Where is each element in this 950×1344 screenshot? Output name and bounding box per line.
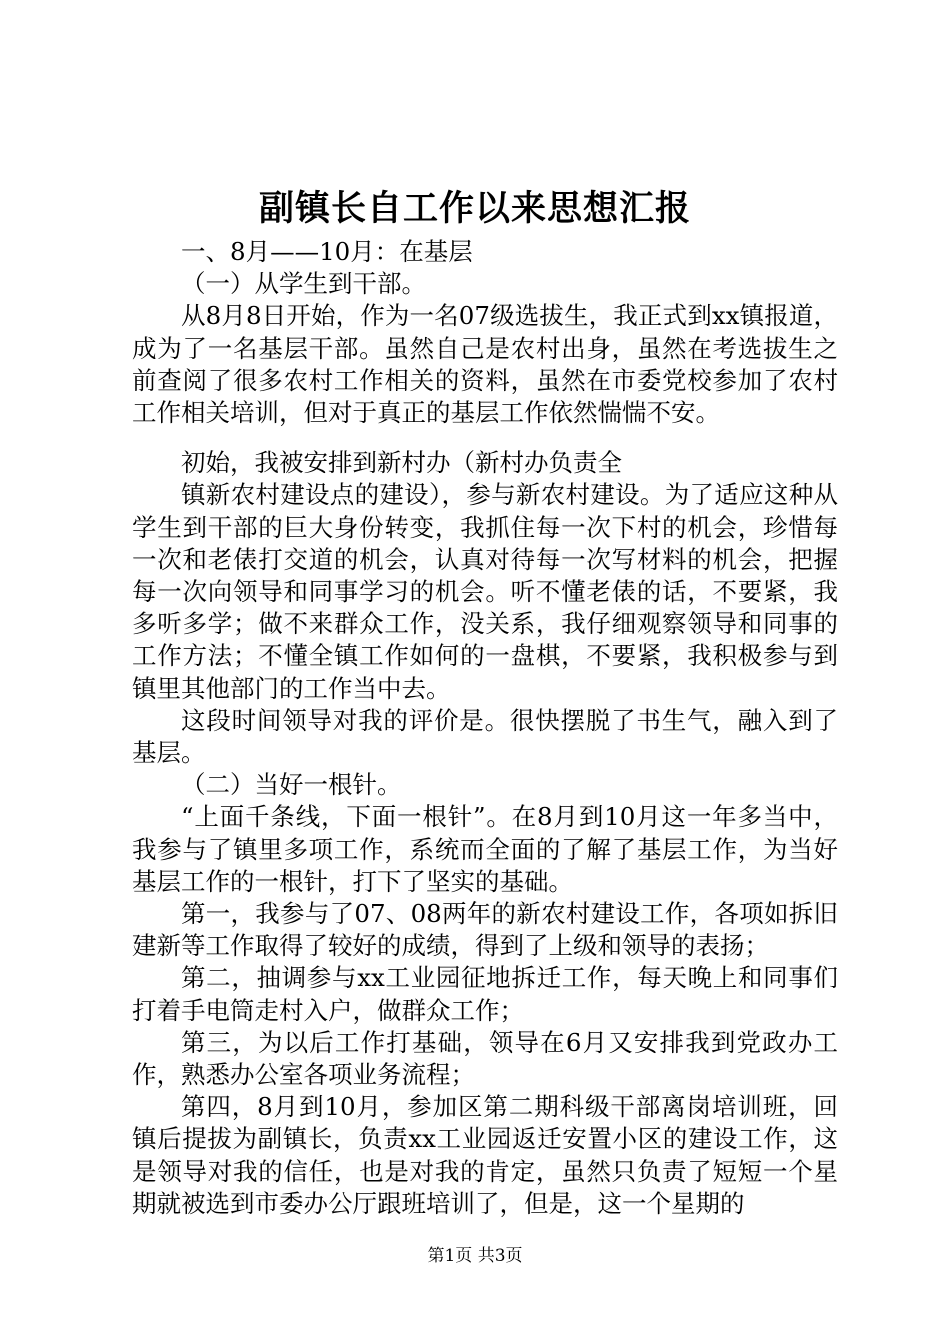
document-body [132, 236, 838, 1220]
document-title: 副镇长自工作以来思想汇报 [258, 188, 691, 229]
paragraph: 初始，我被安排到新村办（新村办负责全 [181, 448, 622, 478]
section-heading: 一、8月——10月：在基层 [181, 237, 473, 266]
subsection-heading: （二）当好一根针。 [181, 770, 402, 800]
paragraph: 第一，我参与了07、08两年的新农村建设工作，各项如拆旧建新等工作取得了较好的成绩，得到了上级和领导的表扬； [132, 899, 838, 961]
paragraph: 第三，为以后工作打基础，领导在6月又安排我到党政办工作，熟悉办公室各项业务流程； [132, 1027, 838, 1090]
subsection-heading: （一）从学生到干部。 [181, 269, 426, 299]
paragraph: 这段时间领导对我的评价是。很快摆脱了书生气，融入到了基层。 [132, 705, 838, 768]
paragraph: 第四，8月到10月，参加区第二期科级干部离岗培训班，回镇后提拔为副镇长，负责xx工业园返迁安置小区的建设工作，这是领导对我的信任，也是对我的肯定，虽然只负责了短短一个星期就被选到市委办公厅跟班培训了，但是，这一个星期的 [132, 1092, 838, 1218]
paragraph: 镇新农村建设点的建设），参与新农村建设。为了适应这种从学生到干部的巨大身份转变，我抓住每一次下村的机会，珍惜每一次和老俵打交道的机会，认真对待每一次写材料的机会，把握每一次向领导和同事学习的机会。听不懂老俵的话，不要紧，我多听多学；做不来群众工作，没关系，我仔细观察领导和同事的工作方法；不懂全镇工作如何的一盘棋，不要紧，我积极参与到镇里其他部门的工作当中去。 [132, 480, 838, 703]
page-footer: 第1页 共3页 [427, 1246, 523, 1266]
paragraph: “上面千条线，下面一根针”。在8月到10月这一年多当中，我参与了镇里多项工作，系统而全面的了解了基层工作，为当好基层工作的一根针，打下了坚实的基础。 [132, 802, 838, 896]
paragraph: 从8月8日开始，作为一名07级选拔生，我正式到xx镇报道，成为了一名基层干部。虽然自己是农村出身，虽然在考选拔生之前查阅了很多农村工作相关的资料，虽然在市委党校参加了农村工作相关培训，但对于真正的基层工作依然惴惴不安。 [132, 301, 838, 428]
paragraph: 第二，抽调参与xx工业园征地拆迁工作，每天晚上和同事们打着手电筒走村入户，做群众工作； [132, 963, 838, 1025]
